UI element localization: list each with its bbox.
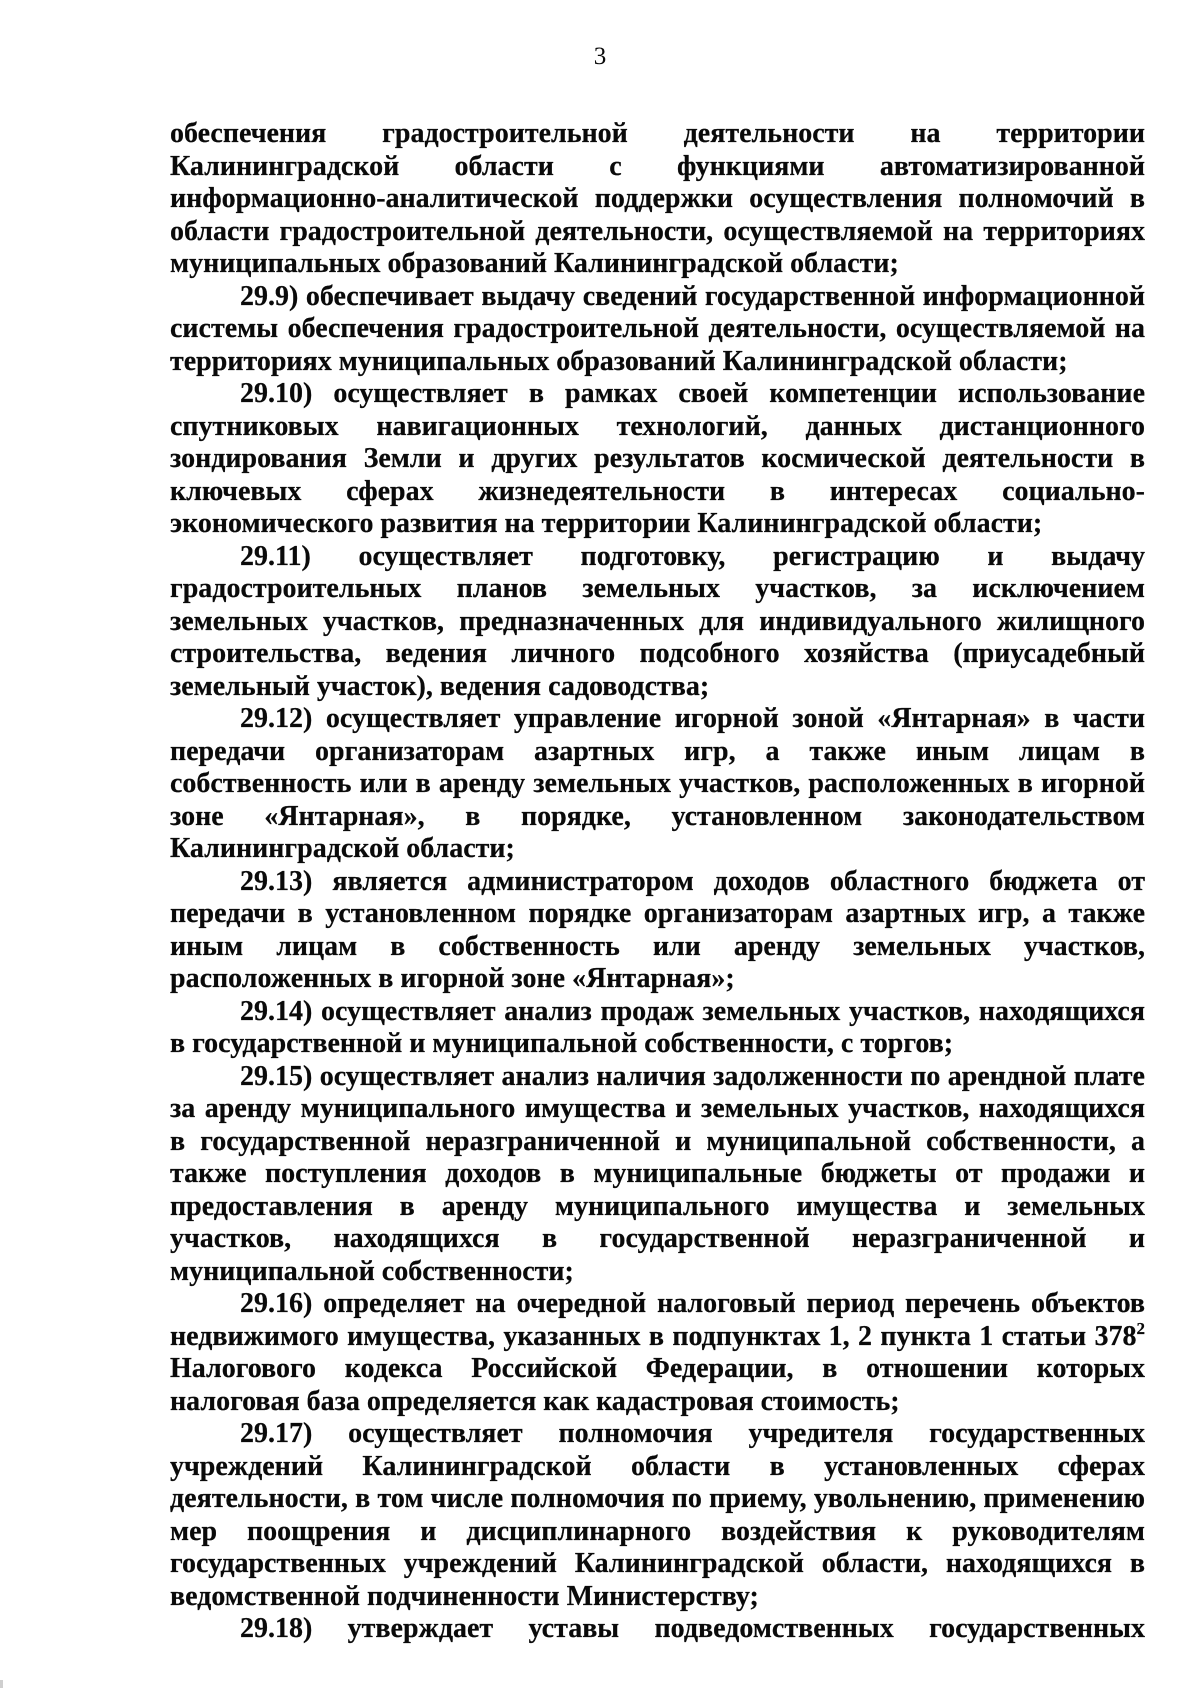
document-body [170,118,1145,1646]
paragraph-29-14: 29.14) осуществляет анализ продаж земельных участков, находящихся в государственной и муниципальной собственности, с торгов; [170,995,1145,1059]
page-number: 3 [593,43,607,70]
paragraph-continuation: обеспечения градостроительной деятельности на территории Калининградской области с функциями автоматизированной информационно-аналитической поддержки осуществления полномочий в области градостроительной деятельности, осуществляемой на территориях муниципальных образований Калининградской области; [170,118,1145,279]
paragraph-29-9: 29.9) обеспечивает выдачу сведений государственной информационной системы обеспечения градостроительной деятельности, осуществляемой на территориях муниципальных образований Калининградской области; [170,280,1145,377]
article-superscript: 2 [1136,1318,1145,1338]
paragraph-29-16 [170,1288,1145,1418]
paragraph-29-16-text-end: Налогового кодекса Российской Федерации, в отношении которых налоговая база определяется как кадастровая стоимость; [170,1353,1145,1417]
paragraph-29-11: 29.11) осуществляет подготовку, регистрацию и выдачу градостроительных планов земельных участков, за исключением земельных участков, предназначенных для индивидуального жилищного строительства, ведения личного подсобного хозяйства (приусадебный земельный участок), ведения садоводства; [170,540,1145,702]
paragraph-29-13: 29.13) является администратором доходов областного бюджета от передачи в установленном порядке организаторам азартных игр, а также иным лицам в собственность или аренду земельных участков, расположенных в игорной зоне «Янтарная»; [170,865,1145,994]
paragraph-29-10: 29.10) осуществляет в рамках своей компетенции использование спутниковых навигационных технологий, данных дистанционного зондирования Земли и других результатов космической деятельности в ключевых сферах жизнедеятельности в интересах социально-экономического развития на территории Калининградской области; [170,378,1145,539]
paragraph-29-17: 29.17) осуществляет полномочия учредителя государственных учреждений Калининградской области в установленных сферах деятельности, в том числе полномочия по приему, увольнению, применению мер поощрения и дисциплинарного воздействия к руководителям государственных учреждений Калининградской области, находящихся в ведомственной подчиненности Министерству; [170,1418,1145,1612]
scan-edge-mark [0,1680,3,1688]
paragraph-29-15: 29.15) осуществляет анализ наличия задолженности по арендной плате за аренду муниципального имущества и земельных участков, находящихся в государственной неразграниченной и муниципальной собственности, а также поступления доходов в муниципальные бюджеты от продажи и предоставления в аренду муниципального имущества и земельных участков, находящихся в государственной неразграниченной и муниципальной собственности; [170,1060,1145,1287]
paragraph-29-16-text-start: 29.16) определяет на очередной налоговый период перечень объектов недвижимого имущества, указанных в подпунктах 1, 2 пункта 1 статьи 378 [170,1288,1145,1352]
paragraph-29-12: 29.12) осуществляет управление игорной зоной «Янтарная» в части передачи организаторам азартных игр, а также иным лицам в собственность или в аренду земельных участков, расположенных в игорной зоне «Янтарная», в порядке, установленном законодательством Калининградской области; [170,703,1145,864]
paragraph-29-18: 29.18) утверждает уставы подведомственных государственных [240,1613,1145,1644]
